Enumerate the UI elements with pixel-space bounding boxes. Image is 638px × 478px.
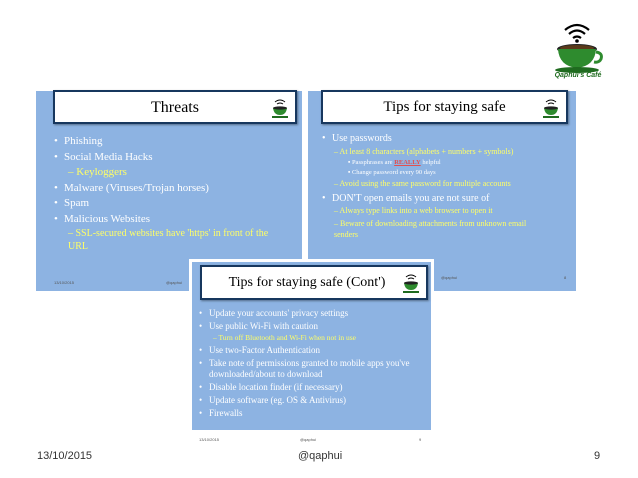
cont-footer-date: 13/10/2015	[199, 437, 220, 442]
list-subitem: – Always type links into a web browser to open it	[334, 206, 493, 215]
list-subitem: – At least 8 characters (alphabets + numbers + symbols)	[334, 146, 514, 156]
tips-title: Tips for staying safe	[383, 99, 506, 115]
list-item: • Social Media Hacks	[54, 150, 153, 163]
threats-logo-icon	[269, 97, 291, 119]
list-subitem: – Beware of downloading attachments from unknown email senders	[334, 218, 527, 239]
threats-body	[54, 134, 294, 253]
tips-logo-icon	[540, 97, 562, 119]
list-item: • Use passwords	[322, 133, 392, 144]
list-subitem: – Keyloggers	[68, 166, 127, 178]
list-item: • Use two-Factor Authentication	[199, 345, 320, 355]
threats-footer-date: 13/10/2015	[54, 280, 75, 285]
list-item: • Disable location finder (if necessary)	[199, 382, 343, 392]
threats-footer-handle: @qaphui	[166, 280, 183, 285]
list-item: • DON'T open emails you are not sure of	[322, 192, 490, 204]
qaphui-cafe-logo	[549, 18, 605, 82]
list-subitem: – Turn off Bluetooth and Wi-Fi when not in use	[213, 333, 356, 342]
cont-body	[199, 308, 427, 419]
tips-footer-page: 8	[564, 275, 567, 280]
list-item: • Update your accounts' privacy settings	[199, 308, 349, 318]
list-item: • Malicious Websites	[54, 212, 150, 225]
tips-body	[322, 133, 572, 240]
list-subitem: – Avoid using the same password for multiple accounts	[334, 179, 511, 188]
list-item: • Take note of permissions granted to mobile apps you've downloaded/about to download	[199, 358, 410, 379]
list-subsubitem: ▪ Change password every 90 days	[348, 169, 436, 176]
list-item: • Malware (Viruses/Trojan horses)	[54, 181, 209, 194]
logo-text: Qaphui's Café	[554, 72, 602, 79]
cont-title: Tips for staying safe (Cont')	[228, 275, 386, 290]
list-item: • Use public Wi-Fi with caution	[199, 321, 318, 331]
tips-title-box	[321, 90, 568, 124]
threats-title-box	[53, 90, 297, 124]
footer-handle: @qaphui	[298, 450, 343, 462]
list-item: • Firewalls	[199, 408, 243, 418]
list-item: • Update software (eg. OS & Antivirus)	[199, 395, 346, 405]
footer-date: 13/10/2015	[37, 450, 93, 462]
slide-cont	[192, 262, 431, 430]
list-subsubitem: ▪ Passphrases are REALLY helpful	[348, 159, 441, 166]
tips-footer-handle: @qaphui	[441, 275, 458, 280]
list-subitem: – SSL-secured websites have 'https' in front of the URL	[68, 228, 269, 252]
cont-footer-handle: @qaphui	[300, 437, 317, 442]
slide-cont-frame	[189, 259, 434, 442]
footer-page-number: 9	[594, 450, 601, 462]
cont-title-box	[200, 265, 428, 300]
list-item: • Spam	[54, 197, 90, 209]
threats-title: Threats	[151, 99, 199, 116]
cont-footer-page: 9	[419, 437, 422, 442]
cont-logo-icon	[400, 272, 422, 294]
list-item: • Phishing	[54, 135, 103, 147]
